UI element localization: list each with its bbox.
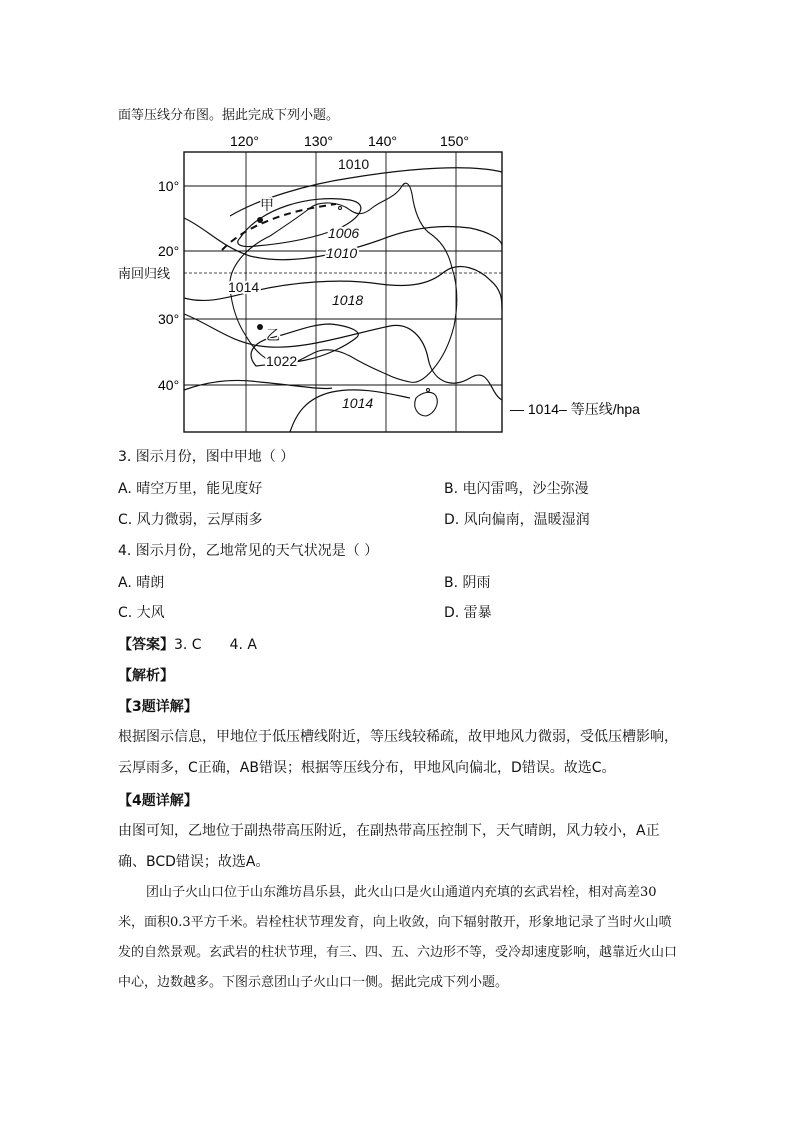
isobar-label: 1018 bbox=[332, 292, 364, 308]
place-jia: 甲 bbox=[260, 197, 274, 213]
q3-option-d: D. 风向偏南，温暖湿润 bbox=[444, 512, 590, 528]
lon-label: 120° bbox=[230, 133, 259, 149]
point-jia-marker bbox=[257, 217, 263, 223]
intro-text: 面等压线分布图。据此完成下列小题。 bbox=[118, 108, 340, 123]
q3-option-b: B. 电闪雷鸣，沙尘弥漫 bbox=[444, 481, 589, 497]
lon-label: 130° bbox=[304, 133, 333, 149]
q3-option-c: C. 风力微弱，云厚雨多 bbox=[118, 512, 263, 528]
isobar-label: 1014 bbox=[342, 395, 374, 411]
analysis-label: 【解析】 bbox=[118, 668, 174, 684]
map-legend: — 1014– 等压线/hpa bbox=[510, 401, 640, 417]
passage-text: 团山子火山口位于山东潍坊昌乐县，此火山口是火山通道内充填的玄武岩栓，相对高差30米，面积0.3平方千米。岩栓柱状节理发育，向上收敛，向下辐射散开，形象地记录了当时火山喷发的自然景观。玄武岩的柱状节理，有三、四、五、六边形不等，受冷却速度影响，越靠近火山口中心，边数越多。下图示意团山子火山口一侧。据此完成下列小题。 bbox=[118, 885, 678, 990]
lon-label: 140° bbox=[368, 133, 397, 149]
small-island bbox=[339, 207, 342, 210]
q3-stem: 3. 图示月份，图中甲地（ ） bbox=[118, 449, 295, 465]
tasmania bbox=[415, 392, 438, 416]
detail3-text: 根据图示信息，甲地位于低压槽线附近，等压线较稀疏，故甲地风力微弱，受低压槽影响，云厚雨多，C正确，AB错误；根据等压线分布，甲地风向偏北，D错误。故选C。 bbox=[118, 729, 678, 776]
q4-option-a: A. 晴朗 bbox=[118, 575, 165, 591]
lat-label: 30° bbox=[158, 311, 180, 327]
lon-label: 150° bbox=[440, 133, 469, 149]
point-yi-marker bbox=[257, 324, 263, 330]
answer-line bbox=[118, 634, 257, 654]
detail4-label: 【4题详解】 bbox=[118, 793, 198, 809]
answer-value: 3. C 4. A bbox=[174, 637, 257, 653]
lat-label: 40° bbox=[158, 377, 180, 393]
isobar-label: 1014 bbox=[228, 279, 260, 295]
lat-label: 10° bbox=[158, 178, 180, 194]
q3-option-a: A. 晴空万里，能见度好 bbox=[118, 481, 263, 497]
q4-option-c: C. 大风 bbox=[118, 605, 165, 621]
isobar-map bbox=[110, 128, 670, 438]
place-yi: 乙 bbox=[266, 327, 280, 343]
detail4-text: 由图可知，乙地位于副热带高压附近，在副热带高压控制下，天气晴朗，风力较小，A正确、BCD错误；故选A。 bbox=[118, 823, 660, 870]
small-island-2 bbox=[427, 389, 430, 392]
isobar-label: 1010 bbox=[326, 245, 358, 261]
tropic-label: 南回归线 bbox=[118, 266, 171, 281]
q4-option-d: D. 雷暴 bbox=[444, 605, 492, 621]
answer-label: 【答案】 bbox=[118, 637, 174, 653]
detail3-label: 【3题详解】 bbox=[118, 699, 198, 715]
lat-label: 20° bbox=[158, 243, 180, 259]
q4-option-b: B. 阴雨 bbox=[444, 575, 491, 591]
isobar-label: 1006 bbox=[328, 225, 360, 241]
isobar-label: 1022 bbox=[266, 353, 298, 369]
isobar-label: 1010 bbox=[338, 156, 370, 172]
q4-stem: 4. 图示月份，乙地常见的天气状况是（ ） bbox=[118, 543, 379, 559]
